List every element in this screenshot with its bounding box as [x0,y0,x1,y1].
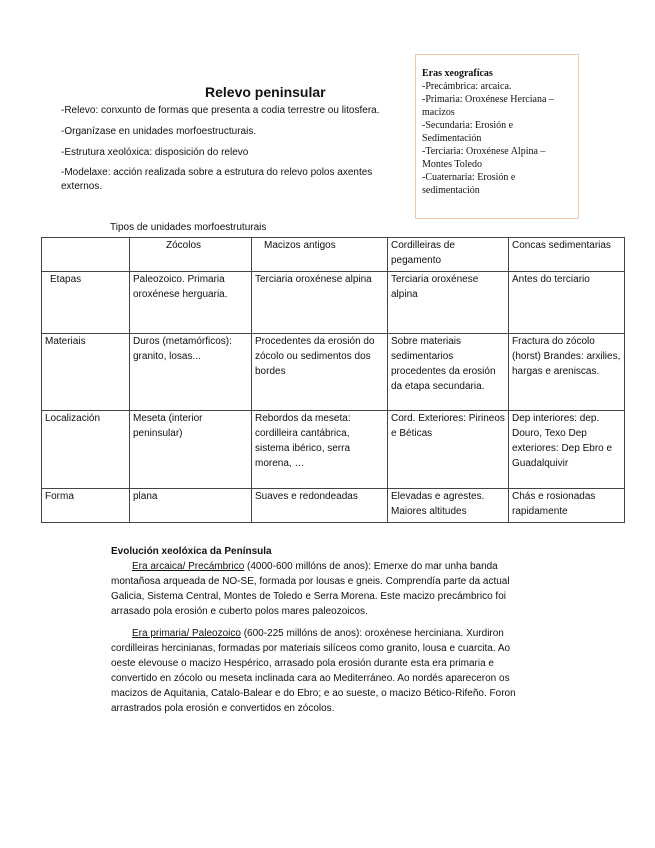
table-cell: Elevadas e agrestes. Maiores altitudes [388,489,509,523]
era-line: -Primaria: Oroxénese Herciana – macizos [422,94,554,118]
table-row [42,334,625,411]
table-cell: Chás e rosionadas rapidamente [509,489,625,523]
table-cell: Procedentes da erosión do zócolo ou sedimentos dos bordes [252,334,388,411]
era-line: -Cuaternaria: Erosión e sedimentación [422,172,516,196]
table-caption: Tipos de unidades morfoestruturais [110,222,267,233]
table-header-row [42,238,625,272]
units-table [41,237,625,523]
table-cell: Materiais [42,334,130,411]
table-cell: Rebordos da meseta: cordilleira cantábrica, sistema ibérico, serra morena, … [252,411,388,489]
era-term: Era arcaica/ Precámbrico [132,561,245,572]
table-row [42,411,625,489]
definition-modelaxe: -Modelaxe: acción realizada sobre a estrutura do relevo polos axentes externos. [61,167,373,192]
table-cell: Etapas [42,272,130,334]
table-row [42,489,625,523]
era-line: -Secundaria: Erosión e Sedimentación [422,120,514,144]
table-cell: Suaves e redondeadas [252,489,388,523]
era-term: Era primaria/ Paleozoico [132,628,241,639]
table-cell: Meseta (interior peninsular) [130,411,252,489]
evolution-title: Evolución xeolóxica da Península [111,546,272,557]
table-cell: Duros (metamórficos): granito, losas... [130,334,252,411]
table-row [42,272,625,334]
definition-organizase: -Organízase en unidades morfoestructurais. [61,126,257,137]
table-cell: Dep interiores: dep. Douro, Texo Dep exteriores: Dep Ebro e Guadalquivir [509,411,625,489]
table-cell: Localización [42,411,130,489]
era-line: -Terciaria: Oroxénese Alpina – Montes Toledo [422,146,546,170]
table-cell: Forma [42,489,130,523]
evolution-paragraph-precambrian [111,559,531,619]
table-header-cell: Macizos antigos [252,238,388,272]
table-cell: Paleozoico. Primaria oroxénese herguaria. [130,272,252,334]
paragraph-text: (600-225 millóns de anos): oroxénese herciniana. Xurdiron cordilleiras hercinianas, formadas por materiais silíceos como granito, lousa e cuarcita. Ao oeste elevouse o macizo Hespérico, arrasado pola erosión durante esta era primaria e convertido en zócolo ou meseta inclinada cara ao Mediterráneo. Ao nordés apareceron os macizos de Aquitania, Catalo-Balear e do Ebro; e ao sueste, o macizo Bético-Rifeño. Foron arrastrados pola erosión e convertidos en zócolos. [111,628,516,714]
definition-estrutura: -Estrutura xeolóxica: disposición do relevo [61,147,249,158]
paragraph-text: (4000-600 millóns de anos): Emerxe do mar unha banda montañosa arqueada de NO-SE, formada por lousas e gneis. Comprendía parte da actual Galicia, Sistema Central, Montes de Toledo e Serra Morena. Este macizo precámbrico foi arrasado pola erosión e cuberto polos mares paleozoicos. [111,561,510,617]
era-line: -Precámbrica: arcaica. [422,81,512,92]
table-header-cell: Cordilleiras de pegamento [388,238,509,272]
table-cell: Terciaria oroxénese alpina [252,272,388,334]
page-title: Relevo peninsular [205,84,326,100]
table-cell: Fractura do zócolo (horst) Brandes: arxilies, hargas e areniscas. [509,334,625,411]
eras-heading: Eras xeografícas [422,68,493,79]
table-header-cell [42,238,130,272]
table-cell: Antes do terciario [509,272,625,334]
evolution-paragraph-paleozoic [111,626,531,716]
eras-box [415,54,579,219]
table-cell: Terciaria oroxénese alpina [388,272,509,334]
table-header-cell: Zócolos [130,238,252,272]
table-cell: plana [130,489,252,523]
table-header-cell: Concas sedimentarias [509,238,625,272]
table-cell: Cord. Exteriores: Pirineos e Béticas [388,411,509,489]
definition-relevo: -Relevo: conxunto de formas que presenta a codia terrestre ou litosfera. [61,105,380,116]
table-cell: Sobre materiais sedimentarios procedentes da erosión da etapa secundaria. [388,334,509,411]
